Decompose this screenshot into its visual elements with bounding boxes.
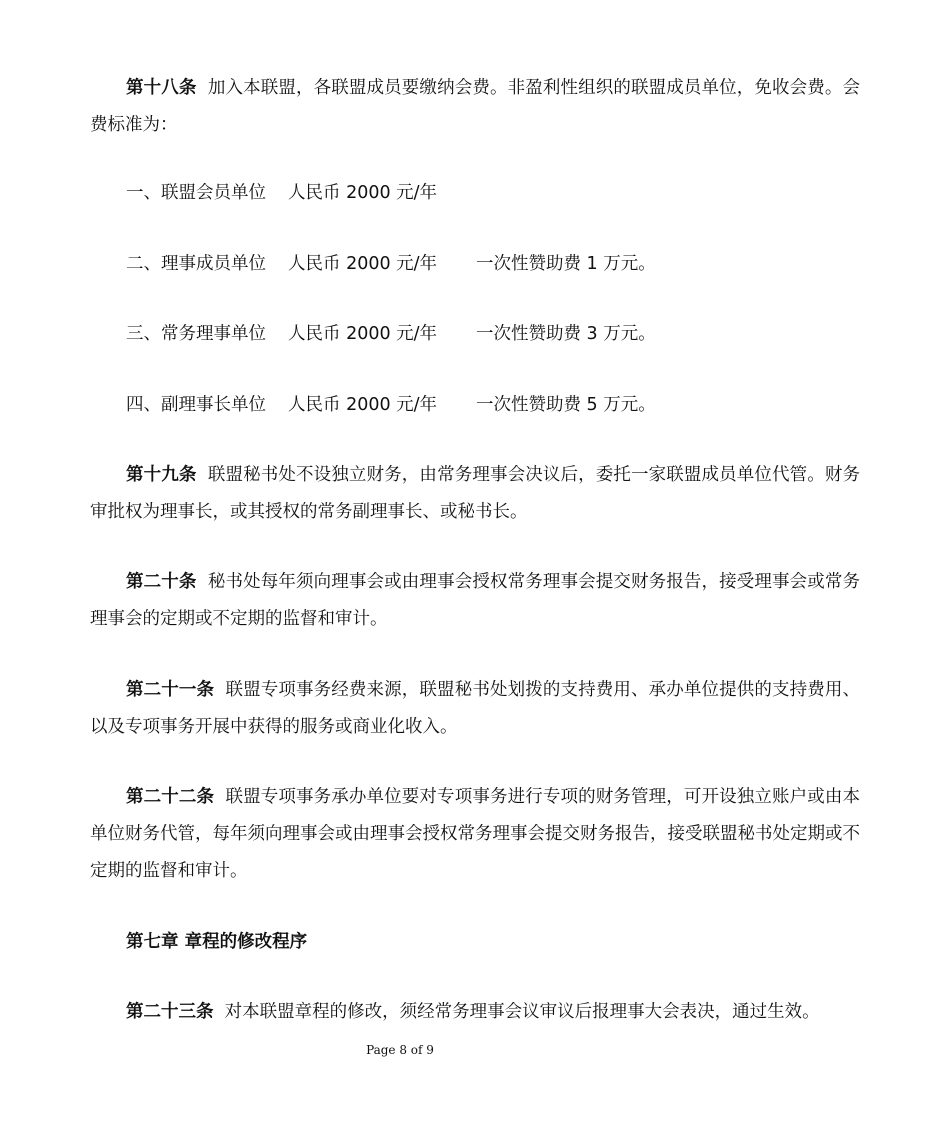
fee-sponsor: 一次性赞助费 1 万元。 — [476, 254, 656, 274]
fee-amount: 人民币 2000 元/年 — [288, 324, 438, 344]
article-text: 联盟专项事务承办单位要对专项事务进行专项的财务管理，可开设独立账户或由本单位财务代管，每年须向理事会或由理事会授权常务理事会提交财务报告，接受联盟秘书处定期或不定期的监督和审计。 — [90, 787, 860, 881]
article-23 — [90, 994, 860, 1031]
fee-tier-name: 二、理事成员单位 — [126, 254, 266, 274]
article-label: 第二十条 — [126, 572, 197, 592]
article-label: 第二十三条 — [126, 1002, 214, 1022]
fee-amount: 人民币 2000 元/年 — [288, 254, 438, 274]
article-label: 第十八条 — [126, 78, 197, 98]
fee-sponsor: 一次性赞助费 5 万元。 — [476, 395, 656, 415]
article-label: 第十九条 — [126, 465, 197, 485]
article-text: 对本联盟章程的修改，须经常务理事会议审议后报理事大会表决，通过生效。 — [224, 1002, 820, 1022]
article-label: 第二十一条 — [126, 680, 215, 700]
fee-item-2 — [126, 246, 656, 283]
fee-amount: 人民币 2000 元/年 — [288, 183, 438, 203]
fee-tier-name: 一、联盟会员单位 — [126, 183, 266, 203]
fee-item-4 — [126, 387, 656, 424]
article-20 — [90, 564, 860, 638]
fee-item-3 — [126, 316, 656, 353]
article-text: 联盟秘书处不设独立财务，由常务理事会决议后，委托一家联盟成员单位代管。财务审批权为理事长，或其授权的常务副理事长、或秘书长。 — [90, 465, 860, 522]
fee-tier-name: 四、副理事长单位 — [126, 395, 266, 415]
article-text: 秘书处每年须向理事会或由理事会授权常务理事会提交财务报告，接受理事会或常务理事会的定期或不定期的监督和审计。 — [90, 572, 860, 629]
article-label: 第二十二条 — [126, 787, 215, 807]
chapter-heading: 第七章 章程的修改程序 — [126, 932, 308, 952]
article-21 — [90, 672, 860, 746]
fee-amount: 人民币 2000 元/年 — [288, 395, 438, 415]
article-19 — [90, 457, 860, 531]
page-number: Page 8 of 9 — [366, 1043, 434, 1057]
fee-sponsor: 一次性赞助费 3 万元。 — [476, 324, 656, 344]
fee-tier-name: 三、常务理事单位 — [126, 324, 266, 344]
article-18 — [90, 70, 860, 144]
article-text: 联盟专项事务经费来源，联盟秘书处划拨的支持费用、承办单位提供的支持费用、以及专项事务开展中获得的服务或商业化收入。 — [90, 680, 860, 737]
article-text: 加入本联盟，各联盟成员要缴纳会费。非盈利性组织的联盟成员单位，免收会费。会费标准为： — [90, 78, 860, 135]
article-22 — [90, 779, 860, 890]
fee-item-1 — [126, 175, 476, 212]
